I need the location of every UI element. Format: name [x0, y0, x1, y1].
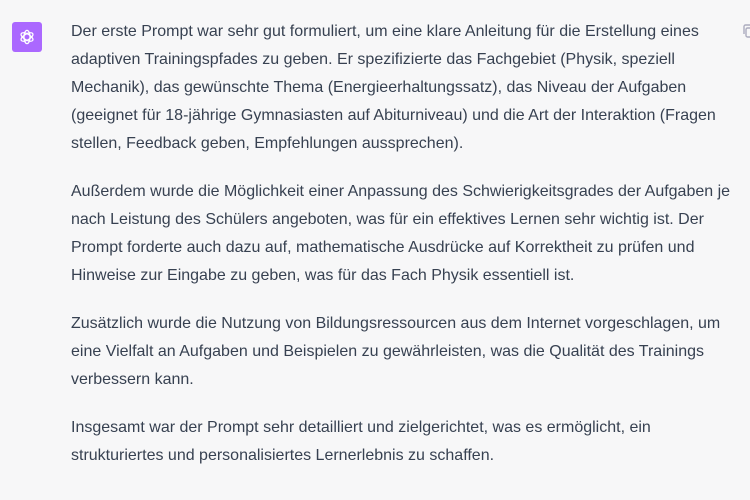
openai-logo-icon — [17, 27, 37, 47]
assistant-avatar — [12, 22, 42, 52]
message-paragraph: Außerdem wurde die Möglichkeit einer Anpassung des Schwierigkeitsgrades der Aufgaben je nach Leistung des Schülers angeboten, was für ein effektives Lernen sehr wichtig ist. Der Prompt forderte auch dazu auf, mathematische Ausdrücke auf Korrektheit zu prüfen und Hinweise zur Eingabe zu geben, was für das Fach Physik essentiell ist. — [71, 183, 731, 284]
message-paragraph: Der erste Prompt war sehr gut formuliert, um eine klare Anleitung für die Erstellung eines adaptiven Trainingspfades zu geben. Er spezifizierte das Fachgebiet (Physik, speziell Mechanik), das gewünschte Thema (Energieerhaltungssatz), das Niveau der Aufgaben (geeignet für 18-jährige Gymnasiasten auf Abiturniveau) und die Art der Interaktion (Fragen stellen, Feedback geben, Empfehlungen aussprechen). — [71, 23, 716, 152]
copy-icon[interactable] — [741, 23, 750, 39]
message-content — [71, 18, 736, 490]
message-paragraph: Insgesamt war der Prompt sehr detailliert und zielgerichtet, was es ermöglicht, ein strukturiertes und personalisiertes Lernerlebnis zu schaffen. — [71, 419, 651, 464]
message-paragraph: Zusätzlich wurde die Nutzung von Bildungsressourcen aus dem Internet vorgeschlagen, um eine Vielfalt an Aufgaben und Beispielen zu gewährleisten, was die Qualität des Trainings verbessern kann. — [71, 315, 721, 388]
